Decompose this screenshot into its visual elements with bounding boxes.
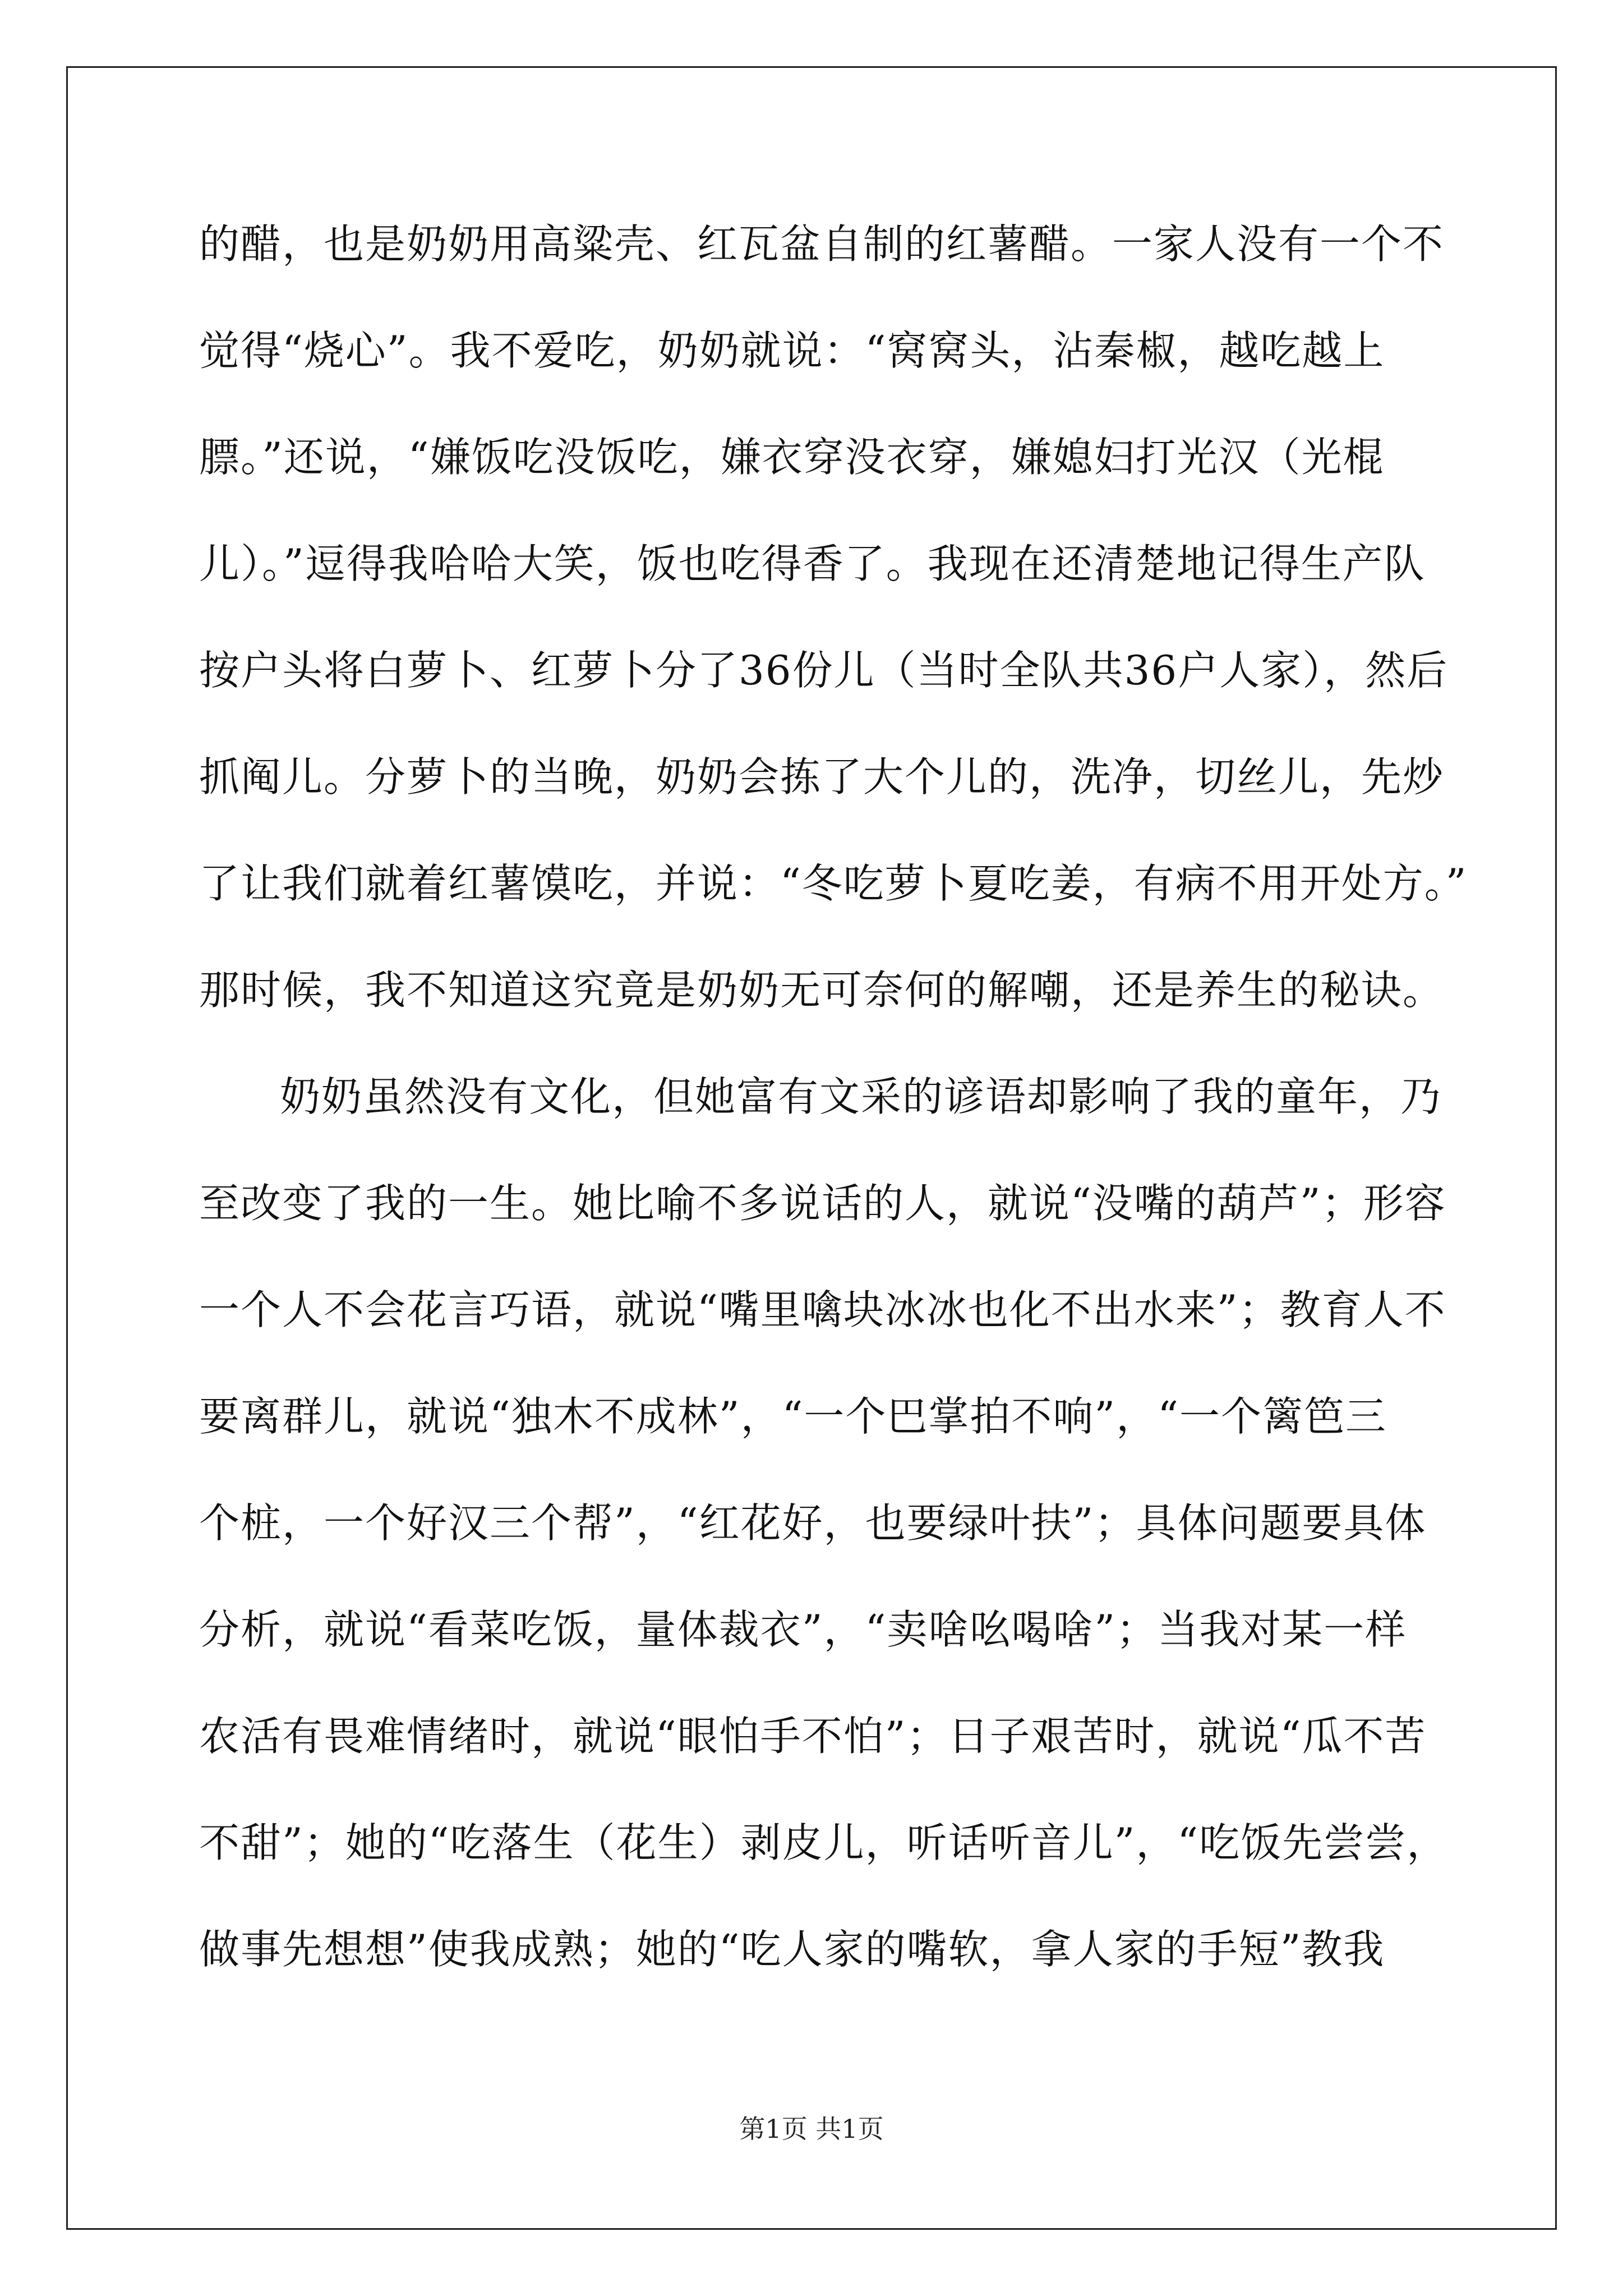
text-line: 抓阄儿。分萝卜的当晚，奶奶会拣了大个儿的，洗净，切丝儿，先炒 — [199, 753, 1445, 800]
text-line: 儿）。”逗得我哈哈大笑，饭也吃得香了。我现在还清楚地记得生产队 — [199, 540, 1426, 587]
text-line: 膘。”还说，“嫌饭吃没饭吃，嫌衣穿没衣穿，嫌媳妇打光汉（光棍 — [199, 434, 1385, 481]
text-line: 了让我们就着红薯馍吃，并说：“冬吃萝卜夏吃姜，有病不用开处方。” — [199, 860, 1468, 907]
text-line: 一个人不会花言巧语，就说“嘴里噙块冰冰也化不出水来”；教育人不 — [199, 1286, 1446, 1333]
text-line: 个桩，一个好汉三个帮”，“红花好，也要绿叶扶”；具体问题要具体 — [199, 1499, 1427, 1547]
text-line: 做事先想想”使我成熟；她的“吃人家的嘴软，拿人家的手短”教我 — [199, 1926, 1385, 1973]
text-line: 要离群儿，就说“独木不成林”，“一个巴掌拍不响”，“一个篱笆三 — [199, 1393, 1387, 1440]
text-line: 觉得“烧心”。我不爱吃，奶奶就说：“窝窝头，沾秦椒，越吃越上 — [199, 327, 1385, 374]
text-line: 分析，就说“看菜吃饭，量体裁衣”，“卖啥吆喝啥”；当我对某一样 — [199, 1606, 1407, 1653]
page-border — [66, 66, 1557, 2230]
text-line: 按户头将白萝卜、红萝卜分了36份儿（当时全队共36户人家），然后 — [199, 647, 1449, 694]
text-line: 不甜”；她的“吃落生（花生）剥皮儿，听话听音儿”，“吃饭先尝尝， — [199, 1819, 1449, 1866]
page-number-footer: 第1页 共1页 — [739, 2114, 884, 2144]
paragraph-start-line: 奶奶虽然没有文化，但她富有文采的谚语却影响了我的童年，乃 — [280, 1073, 1442, 1120]
text-line: 农活有畏难情绪时，就说“眼怕手不怕”；日子艰苦时，就说“瓜不苦 — [199, 1713, 1427, 1760]
text-line: 至改变了我的一生。她比喻不多说话的人，就说“没嘴的葫芦”；形容 — [199, 1180, 1446, 1227]
text-line: 那时候，我不知道这究竟是奶奶无可奈何的解嘲，还是养生的秘诀。 — [199, 967, 1445, 1014]
text-line: 的醋，也是奶奶用高粱壳、红瓦盆自制的红薯醋。一家人没有一个不 — [199, 220, 1445, 268]
